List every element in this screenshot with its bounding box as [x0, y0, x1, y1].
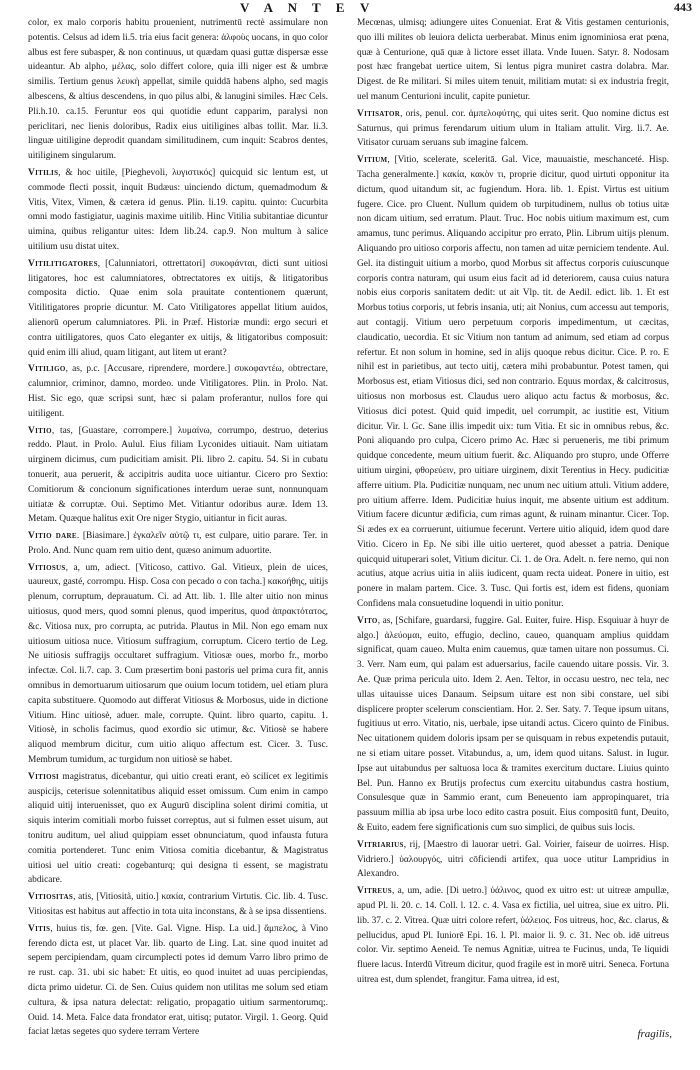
entry-lemma: Vitium: [357, 155, 388, 166]
entry-text: , huius tis, fœ. gen. [Vite. Gal. Vigne. Hisp. La uid.] ἄμπελος, à Vino ferendo dicta est, ut placet Var. lib. quarto de Ling. Lat. sine quod inuitet ad sepem percipiendam, quam circumplecti potes id demum Varro libro primo de re rust. cap. 31. ubi sic habet: Et uitis, eo quod inuitet ad uuas percipiendas, dicta primo uidetur. Ci. de Sen. Cuius quidem non utilitas me solum sed etiam cultura, & ipsa natura delectat: religatio, propagatio uitium sarmentorumq;. Ouid. 14. Meta. Falce data frondator erat, uitisq; putator. Virgil. 1. Georg. Quid faciat lætas segetes quo sydere terram Vertere: [28, 923, 328, 1038]
entry: [28, 561, 328, 768]
entry-text: , a, um, adiect. [Viticoso, cattivo. Gal. Vitieux, plein de uices, uaureux, gasté, corrompu. Hisp. Cosa con pecado o con tacha.] κακοήθης, uitijs plenum, corruptum, deprauatum. Ci. ad Att. lib. 1. Ille alter uitio non minus uitiosus, quod mers, quod somni plenus, quod imperitus, quod ἀπρακτότατος, &c. Vitiosa nux, pro corrupta, ac putrida. Plautus in Mil. Non ego emam nux uitiosum uitiosa nuce. Vitiosum suffragium, corruptum. Cicero tertio de Leg. Ne uitiosis suffragijs occultaret suffragium. Vitiosæ oues, morbo fr., morbo infectæ. Col. li.7. cap. 3. Cum præsertim boni pastoris uel prima cura fit, annis omnibus in demortuarum uitiosarum que ouium locum totidem, uel etiam plura capita substituere. Quomodo aut differat Vitiosus & Morbosus, uide in dictione Vitium. Hinc uitiosè, aduer. male, corrupte. Quint. libro quarto, capitu. 1. Vitiosè, in scholis facimus, quod exordio sic utimur, &c. Vitiosè se habere aliquod membrum dicitur, cum uitio aliquo affectum est. Cicer. 3. Tusc. Membrum tumidum, ac turgidum non uitiosè se habet.: [28, 562, 328, 766]
entry-text: , oris, penul. cor. ἀμπελοφύτης, qui uites serit. Quo nomine dictus est Saturnus, qui primus ferendarum uitium ulum in Italiam attulit. Virg. li.7. Ae. Vitisator curuam seruans sub imagine falcem.: [357, 108, 669, 149]
entry-text: , as, [Schifare, guardarsi, fuggire. Gal. Euiter, fuire. Hisp. Esquiuar à huyr de algo.] ἀλεύομαι, euito, effugio, declino, caueo, quanquam amplius quiddam significat, quam caueo. Multa enim cauemus, quæ tamen uitare non possumus. Ci. 3. Verr. Nam eum, qui palam est aduersarius, facile cauendo uitare possis. Vir. 3. Ae. Quæ prima pericula uito. Idem 2. Aen. Teltor, in occasu uestro, nec tela, nec ullas uitauisse uices Danaum. Seipsum uitare est non sibi constare, uel sibi displicere propter scelerum conscientiam. Hor. 2. Ser. Saty. 7. Teque ipsum uitans, fugitiuus ut erro. Vitatio, nis, uerbale, ipse uitandi actus. Cicero quinto de Finibus. Nec uitationem quidem doloris ipsam per se quisquam in rebus expetendis putauit, ne si etiam uitare posset. Vitabundus, a, um, idem quod uitans. Salust. in Iugur. Ipse aut uitabundus per saltuosa loca & tramites exercitum ductare. Liuius quinto Bel. Pun. Hanno ex Brutijs profectus cum exercitu uitabundus castra hostium, Consulesque quæ in Sammio erant, cum Beneuento iam appropinquaret, tria passuum millia ab ipsa urbe loco edito castra posuit. Eius compositū funt, Deuito, & Euito, eadem fere significationis cum suo simplici, de quibus suis locis.: [357, 615, 669, 834]
entry-text: Mecœnas, ulmisq; adiungere uites Conueniat. Erat & Vitis gestamen centurionis, quo illi milites ob leuiora delicta uerberabat. Minus enim ignominiosa erat pœna, quæ à Centurione, quā quæ à lictore esset illata. Vnde Iuuen. Satyr. 8. Nodosam post hæc frangebat uertice uitem, Si lentus pigra muniret castra dolabra. Mar. Digest. de Re militari. Si miles uitem tenuit, militiam mutat: si ex industria fregit, uel manum Centurioni inculit, capite punietur.: [357, 18, 669, 102]
catchword: fragilis,: [637, 1028, 672, 1040]
right-column: [357, 16, 669, 990]
entry-text: , rij, [Maestro di lauorar uetri. Gal. Voirier, faiseur de uoirres. Hisp. Vidriero.] ὑαλουργός, uitri cōficiendi artifex, qua uoce utitur Lampridius in Alexandro.: [357, 839, 669, 880]
entry: [28, 16, 328, 164]
entry: [28, 362, 328, 421]
entry: [28, 257, 328, 361]
entry-lemma: Vitio: [28, 425, 52, 436]
entry-lemma: Vitiosus: [28, 562, 66, 573]
running-head-left: V A N T E: [240, 0, 351, 15]
entry-lemma: Vitilitigatores: [28, 258, 98, 269]
entry-text: color, ex malo corporis habitu prouenient, nutrimentū rectè assimulare non potentis. Celsus ad idem li.5. tria eius facit genera: ἀλφοὺς uocans, in quo color albus est fere subasper, & non continuus, ut quædam quasi guttæ dispersæ esse uideantur. Ab alpho, μέλας, solo differt colore, quia illi niger est & umbræ similis. Tertium genus λευκὴ appellat, simile quiddā habens alpho, sed magis albescens, & altius descendens, in quo pilus albi, & lanugini similes. Hæc Cels. Pli.h.10. ca.15. Feruntur eos qui quotidie edunt capparim, paralysi non periclitari, nec lienis doloribus, Radix eius uitiligines albas tollit. Mar. li.3. linguæ uitiligine deprodit quandam similitudinem, cum inquit: Scabros dentes, uitiliginem singularum.: [28, 18, 328, 162]
entry-text: , as, p.c. [Accusare, riprendere, mordere.] συκοφαντέω, obtrectare, calumnior, criminor, damno, mordeo. unde Vitiligatores. Plin. in Prolo. Nat. Hist. Sic ego, quæ scripsi sunt, hæc si palam proferantur, nullos fore qui uitiligent.: [28, 364, 328, 419]
entry-lemma: Vitiligo: [28, 364, 66, 375]
entry: [357, 16, 669, 105]
entry-text: , & hoc uitile, [Pieghevoli, λυγιστικός] quicquid sic lentum est, ut commode flecti possit, inquit Budæus: uinciendo dictum, quemadmodum & Vitis, Vitex, Vimen, & cætera id genus. Plin. li.19. capitu. quinto: Cucurbita omni modo fastigiatur, uaginis maxime uitilib. Hinc Vitilia subitantiae dicuntur uimina, quibus religantur uites: Idem lib.24. cap.9. Non multum à salice uitilium usu distat uitex.: [28, 167, 328, 252]
entry-lemma: Vitreus: [357, 886, 392, 897]
entry-text: , a, um, adie. [Di uetro.] ὑάλινος, quod ex uitro est: ut uitreæ ampullæ, apud Pl. li. 20. c. 14. Coll. l. 12. c. 4. Vasa ex fictilia, uel uitrea, siue ex uitro. Pli. lib. 37. c. 2. Vitrea. Quæ uitri colore refert, ὑάλειος. Fos uitreus, hoc, &c. clarus, & pellucidus, apud Pl. Iuniorē Epi. 16. l. Pl. maior li. 9. c. 31. Nec ob. idē uitreus color. Vir. septimo Aeneid. Te nemus Agnitiæ, uitrea te Fucinus, unda, Te liquidi fluere lacus. Interdū Vitreum dicitur, quod fragile est in morē uitri. Seneca. Fortuna uitrea est, dum splendet, frangitur. Fama uitrea, id est,: [357, 886, 669, 985]
entry: [28, 890, 328, 920]
entry: [28, 166, 328, 255]
entry: [357, 614, 669, 836]
entry: [357, 153, 669, 612]
entry-lemma: Vitiositas: [28, 892, 74, 903]
running-head-right: V: [360, 0, 376, 15]
entry: [357, 884, 669, 988]
entry: [28, 424, 328, 528]
entry-text: , [Calunniatori, ottrettatori] συκοφάνται, dicti sunt uitiosi litigatores, hoc est calumniatores, obtrectatores ex uitijs, & litigatoribus composita dictio. Quae enim sola prauitate contentionem quærunt, Vitilitigatores proprie dicuntur. M. Cato Vitiligatores appellat litium auidos, alienorū operum calumniatores. Pli. in Præf. Historiæ mundi: ergo securi et contra uitiligatores, quos Cato eleganter ex uitijs, & litigatoribus composuit: quid enim illi aliud, quam litigant, aut litem ut erant?: [28, 258, 328, 358]
entry: [28, 529, 328, 559]
entry-lemma: Vitriarius: [357, 839, 404, 850]
left-column: [28, 16, 328, 1042]
entry-lemma: Vitisator: [357, 108, 401, 119]
entry: [357, 107, 669, 151]
entry-text: , atis, [Vitiosità, uitio.] κακία, contrarium Virtutis. Cic. lib. 4. Tusc. Vitiositas est habitus aut affectio in tota uita inconstans, & à se ipsa dissentiens.: [28, 892, 328, 918]
entry-lemma: Vitiosi: [28, 771, 60, 782]
entry: [357, 838, 669, 882]
entry: [28, 770, 328, 888]
entry: [28, 922, 328, 1040]
entry-text: . [Biasimare.] ἐγκαλεῖν αὐτῷ τι, est culpare, uitio parare. Ter. in Prolo. And. Nunc quam rem uitio dent, quæso animum aduortite.: [28, 531, 328, 556]
entry-lemma: Vito: [357, 615, 378, 626]
entry-text: , tas, [Guastare, corrompere.] λυμαίνω, corrumpo, destruo, deterius reddo. Plaut. in Prolo. Aulul. Eius filiam Lyconides uitiauit. Nam uitiatam uirginem dicimus, cum pudicitiam amisit. Pli. libro 2. capitu. 54. Si in cubatu tonuerit, aua peruerit, & accipitris audita uoce uitiantur. Cicero pro Sextio: Comitiorum & concionum significationes interdum uerae sunt, nonnunquam uitiatæ & corruptæ. Oui. Septimo Met. Vitiantur odoribus auræ. Idem 13. Metam. Quæque halitus exit Ore niger Stygio, uitiantur in ficit auras.: [28, 425, 328, 525]
page-number: 443: [674, 0, 692, 14]
entry-lemma: Vitilis: [28, 167, 59, 178]
entry-text: , [Vitio, scelerate, sceleritā. Gal. Vice, mauuaistie, meschanceté. Hisp. Tacha generalmente.] κακία, κακὸν τι, proprie dicitur, quod uirtuti opponitur ita dictum, quod uitandum sit, ac fugiendum. Hora. lib. 1. Epist. Virtus est uitium fugere. Cice. pro Cluent. Nullum quidem ob turpitudinem, nullus ob totius uitæ non dicam uitium, sed erratum. Plaut. Truc. Hoc nobis uitium maximum est, cum amamus, tunc perimus. Aliquando accipitur pro errato, Plin. Librum uitijs plenum. Aliquando pro uitioso corporis affectu, non tamen ad uitæ perniciem tendente. Aul. Gel. ita distinguit uitium a morbo, quod Morbus sit affectus corporis cuiuscunque corporis contra naturam, qui usum eius facit ad id deteriorem, causa cuius natura nobis eius corporis sanitatem dedit: ut ait Vlp. tit. de Aedil. edict. lib. 1. Et est Morbus totius corporis, ut febris insania, uti; ait Nonius, cum accessu aut temporis, aut contagij. Vitium uero perpetuum corporis impedimentum, ut cæcitas, claudicatio, uecordia. Et sic Vitium non tantum ad animum, sed etiam ad corpus refertur. Et non solum in homine, sed in alijs quoque rebus dicitur. Cice. P. ro. E nihil est in parietibus, aut tecto uitij, cætera mihi probabuntur. Potest tamen, qui Morbosus est, etiam Vitiosus dici, sed non contrario. Equus mordax, & calcitrosus, uitiosus non morbosus est. Claudus uero aliquo actu factus & morbosus, &c. Vitiosus dici potest. Quid quid impedit, uel corrumpit, ac iustitie est, Vitium dicitur. Vir. l. Gc. Sane illis impedit uix: tum Vitia. Et sic in omnibus rebus, &c. Poni aliquando pro culpa, Cicero primo Ac. Hæc si perueneris, me tibi primum quidque concedente, meum uitium fuerit. &c. Aliquando pro stupro, unde Offerre uitium uirgini, φθορεύειν, pro uitiare uirginem, dixit Terentius in Hecy. pudicitiæ afferre uitium. Pla. Pudicitiæ nunquam, nec unum nec uitium attuli. Vitium addere, pro uitium afferre. Idem. Pudicitiæ huius inquit, me absente uitium est additum. Vitium facere dicuntur ædificia, cum rimas agunt, & ruinam minantur. Cicer. Top. Si ædes ex ea corruerunt, uitiumue fecerunt. Vertere uitio aliquid, idem quod dare Vitio. Cicero in Ep. Ne sibi ille uitio uerteret, quod abesset a patria. Denique quicquid uituperari solet, Vitium dicitur. Ci. 1. de Ora. Adelt. n. fere nemo, qui non acutius, atque acrius uitia in aliis iudicent, quam recta uideat. Ponere in uitio, est ponere in malam partem. Cice. 3. Tusc. Qui fortis est, idem est fidens, quoniam Confidens mala consuetudine loquendi in uitio ponitur.: [357, 155, 669, 610]
entry-text: magistratus, dicebantur, qui uitio creati erant, eò scilicet ex legitimis auspicijs, ceterisue solennitatibus aliquid esset omissum. Cum enim in campo aliquid uitij interuenisset, quo ex Augurū disciplina solent dirimi comitia, ut siquis interim comitiali morbo fuisset correptus, aut si fulmen esset uisum, aut tonitru auditum, uel aliud quippiam esset obnunciatum, quod infausta futura comitia portenderet. Tunc enim Vitiosa comitia dicebantur, & Magistratus uitiosi uel uitio creati: cogebanturq; qui designa ti essent, se magistratu abdicare.: [28, 771, 328, 886]
entry-lemma: Vitis: [28, 923, 51, 934]
entry-lemma: Vitio dare: [28, 531, 77, 542]
